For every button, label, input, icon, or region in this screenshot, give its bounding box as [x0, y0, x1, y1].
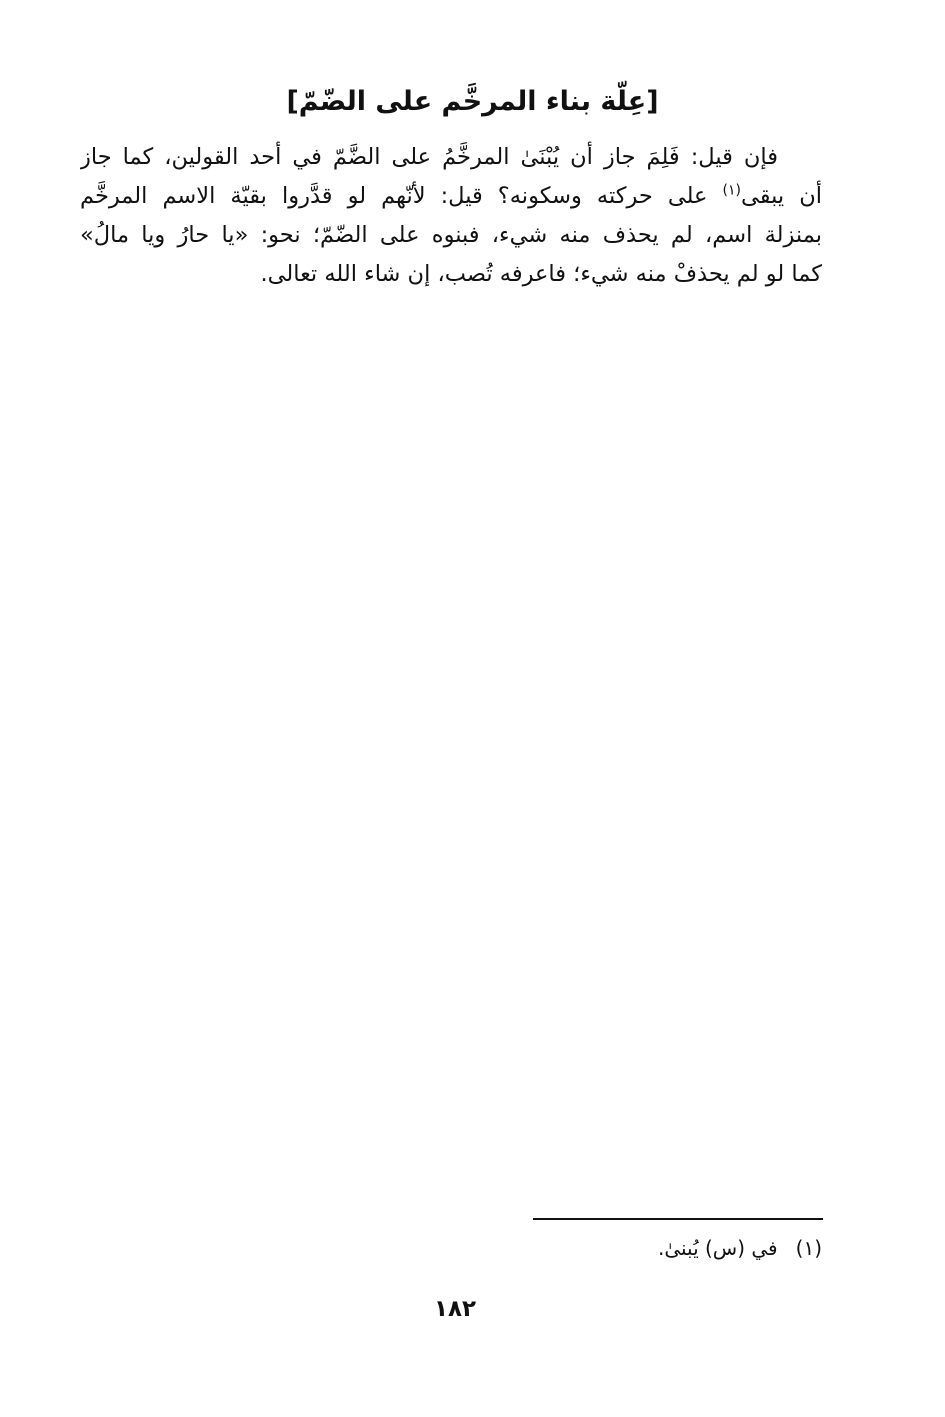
- body-paragraph: [80, 138, 822, 294]
- paragraph-line: فإن قيل: فَلِمَ جاز أن يُبْنَىٰ المرخَّمُ على الضَّمّ في أحد القولين، كما جاز: [80, 144, 778, 170]
- footnote: [480, 1232, 822, 1264]
- footnote-marker[interactable]: (١): [722, 182, 741, 199]
- paragraph-line: كما لو لم يحذفْ منه شيء؛ فاعرفه تُصب، إن شاء الله تعالى.: [260, 261, 822, 287]
- footnote-text: في (س) يُبنىٰ.: [657, 1236, 778, 1260]
- line-text: أن يبقى: [740, 183, 822, 209]
- page-number: ١٨٢: [433, 1296, 477, 1322]
- paragraph-line: بمنزلة اسم، لم يحذف منه شيء، فبنوه على الضّمّ؛ نحو: «يا حارُ ويا مالُ»: [80, 222, 822, 248]
- paragraph-line: [80, 177, 822, 216]
- line-text: على حركته وسكونه؟ قيل: لأنّهم لو قدَّروا بقيّة الاسم المرخَّم: [80, 183, 723, 209]
- footnote-number: (١): [795, 1236, 822, 1260]
- footnote-divider: [533, 1218, 823, 1220]
- section-heading: [عِلّة بناء المرخَّم على الضّمّ]: [286, 86, 659, 117]
